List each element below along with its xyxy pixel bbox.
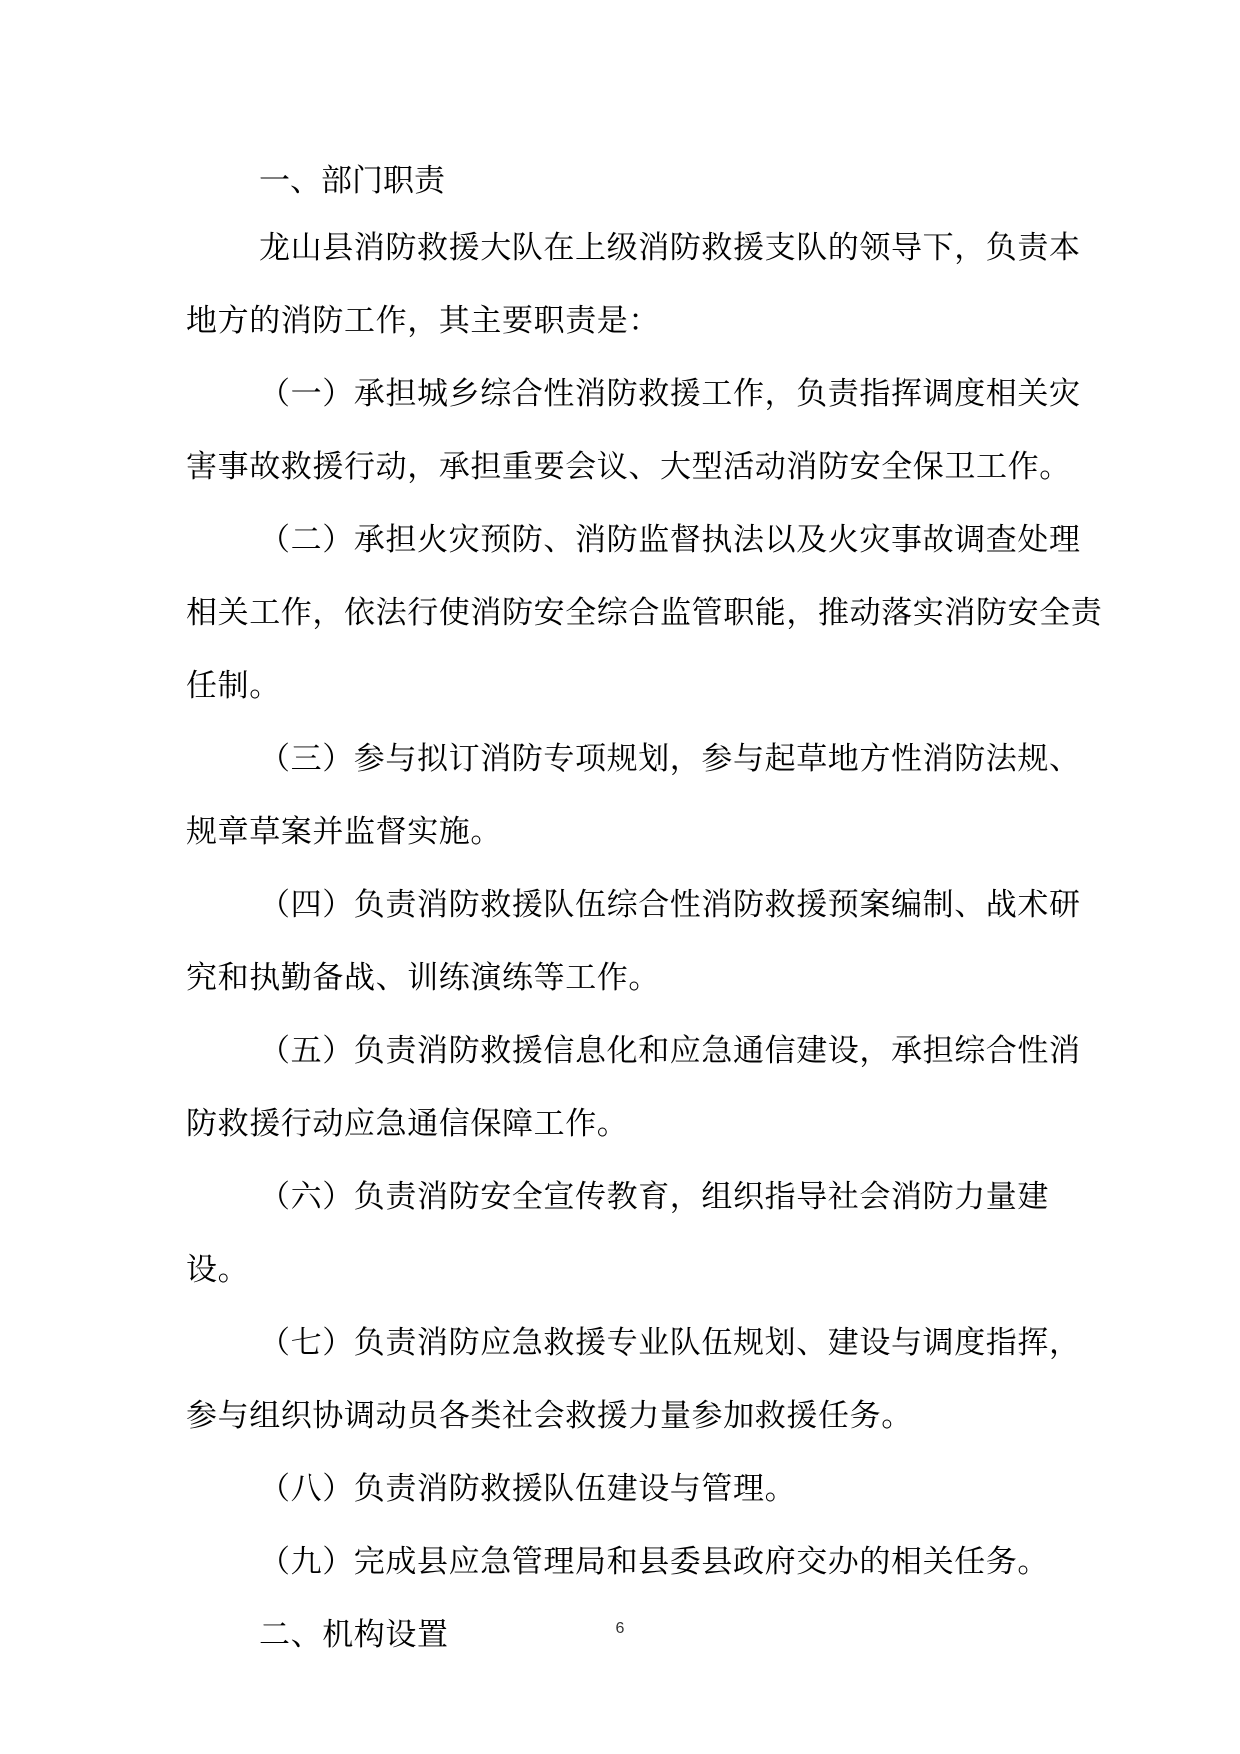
section-heading-department-duties: 一、部门职责 xyxy=(259,163,445,199)
duty-item-9: （九）完成县应急管理局和县委县政府交办的相关任务。 xyxy=(259,1544,1049,1580)
duty-item-7: （七）负责消防应急救援专业队伍规划、建设与调度指挥，参与组织协调动员各类社会救援力量参加救援任务。 xyxy=(186,1325,1081,1434)
page-number: 6 xyxy=(615,1620,625,1637)
intro-paragraph: 龙山县消防救援大队在上级消防救援支队的领导下，负责本地方的消防工作，其主要职责是： xyxy=(186,230,1081,339)
duty-item-8: （八）负责消防救援队伍建设与管理。 xyxy=(259,1471,797,1507)
document-body xyxy=(186,150,1106,1672)
duty-item-5: （五）负责消防救援信息化和应急通信建设，承担综合性消防救援行动应急通信保障工作。 xyxy=(186,1033,1081,1142)
duty-item-6: （六）负责消防安全宣传教育，组织指导社会消防力量建设。 xyxy=(186,1179,1049,1288)
duty-item-3: （三）参与拟订消防专项规划，参与起草地方性消防法规、规章草案并监督实施。 xyxy=(186,741,1081,850)
duty-item-4: （四）负责消防救援队伍综合性消防救援预案编制、战术研究和执勤备战、训练演练等工作。 xyxy=(186,887,1081,996)
section-heading-organization: 二、机构设置 xyxy=(259,1617,449,1653)
duty-item-2: （二）承担火灾预防、消防监督执法以及火灾事故调查处理相关工作，依法行使消防安全综合监管职能，推动落实消防安全责任制。 xyxy=(186,522,1103,704)
duty-item-1: （一）承担城乡综合性消防救援工作，负责指挥调度相关灾害事故救援行动，承担重要会议、大型活动消防安全保卫工作。 xyxy=(186,376,1081,485)
